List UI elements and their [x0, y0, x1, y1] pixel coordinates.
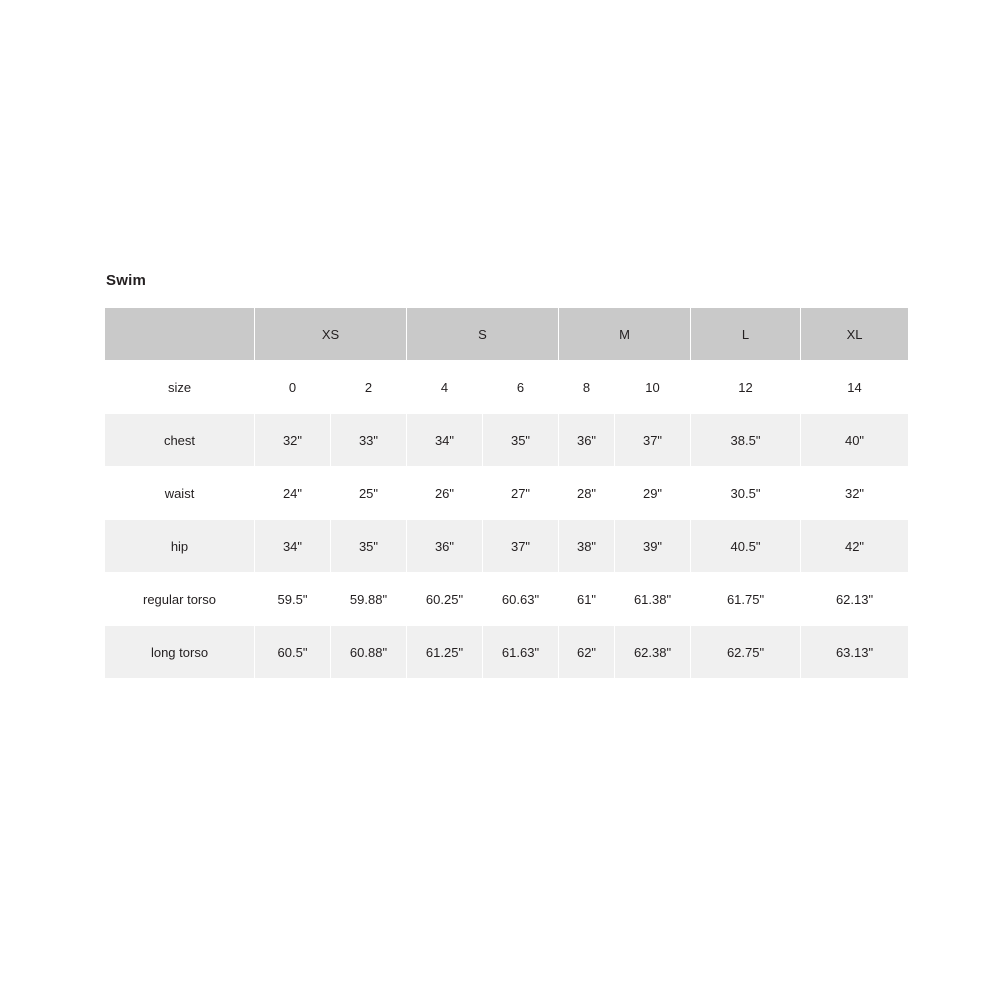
cell: 36"	[559, 414, 615, 467]
cell: 24"	[255, 467, 331, 520]
cell: 38.5"	[691, 414, 801, 467]
row-label-waist: waist	[105, 467, 255, 520]
table-row	[105, 626, 909, 679]
cell: 12	[691, 361, 801, 414]
row-label-long-torso: long torso	[105, 626, 255, 679]
page-title: Swim	[106, 272, 146, 289]
cell: 34"	[407, 414, 483, 467]
header-cell-l: L	[691, 308, 801, 361]
cell: 61"	[559, 573, 615, 626]
cell: 32"	[255, 414, 331, 467]
cell: 59.88"	[331, 573, 407, 626]
cell: 30.5"	[691, 467, 801, 520]
size-chart	[104, 272, 908, 679]
cell: 60.25"	[407, 573, 483, 626]
row-label-hip: hip	[105, 520, 255, 573]
cell: 28"	[559, 467, 615, 520]
cell: 42"	[801, 520, 909, 573]
cell: 35"	[483, 414, 559, 467]
table-body	[105, 361, 909, 679]
cell: 40.5"	[691, 520, 801, 573]
cell: 34"	[255, 520, 331, 573]
cell: 63.13"	[801, 626, 909, 679]
cell: 37"	[483, 520, 559, 573]
cell: 26"	[407, 467, 483, 520]
cell: 25"	[331, 467, 407, 520]
cell: 38"	[559, 520, 615, 573]
cell: 62.13"	[801, 573, 909, 626]
cell: 61.63"	[483, 626, 559, 679]
table-header	[105, 308, 909, 361]
table-row	[105, 361, 909, 414]
table-row	[105, 573, 909, 626]
cell: 33"	[331, 414, 407, 467]
cell: 39"	[615, 520, 691, 573]
header-cell-m: M	[559, 308, 691, 361]
cell: 40"	[801, 414, 909, 467]
cell: 60.63"	[483, 573, 559, 626]
header-cell-blank	[105, 308, 255, 361]
cell: 6	[483, 361, 559, 414]
cell: 29"	[615, 467, 691, 520]
table-row	[105, 520, 909, 573]
cell: 62.38"	[615, 626, 691, 679]
cell: 4	[407, 361, 483, 414]
table-row	[105, 467, 909, 520]
header-row	[105, 308, 909, 361]
cell: 36"	[407, 520, 483, 573]
header-cell-xs: XS	[255, 308, 407, 361]
cell: 60.5"	[255, 626, 331, 679]
row-label-regular-torso: regular torso	[105, 573, 255, 626]
cell: 61.75"	[691, 573, 801, 626]
cell: 62"	[559, 626, 615, 679]
header-cell-xl: XL	[801, 308, 909, 361]
cell: 14	[801, 361, 909, 414]
cell: 27"	[483, 467, 559, 520]
cell: 10	[615, 361, 691, 414]
table-row	[105, 414, 909, 467]
size-chart-table	[104, 307, 909, 679]
row-label-chest: chest	[105, 414, 255, 467]
header-cell-s: S	[407, 308, 559, 361]
cell: 35"	[331, 520, 407, 573]
cell: 60.88"	[331, 626, 407, 679]
row-label-size: size	[105, 361, 255, 414]
cell: 61.25"	[407, 626, 483, 679]
cell: 0	[255, 361, 331, 414]
cell: 32"	[801, 467, 909, 520]
cell: 62.75"	[691, 626, 801, 679]
cell: 37"	[615, 414, 691, 467]
cell: 2	[331, 361, 407, 414]
cell: 8	[559, 361, 615, 414]
cell: 59.5"	[255, 573, 331, 626]
cell: 61.38"	[615, 573, 691, 626]
